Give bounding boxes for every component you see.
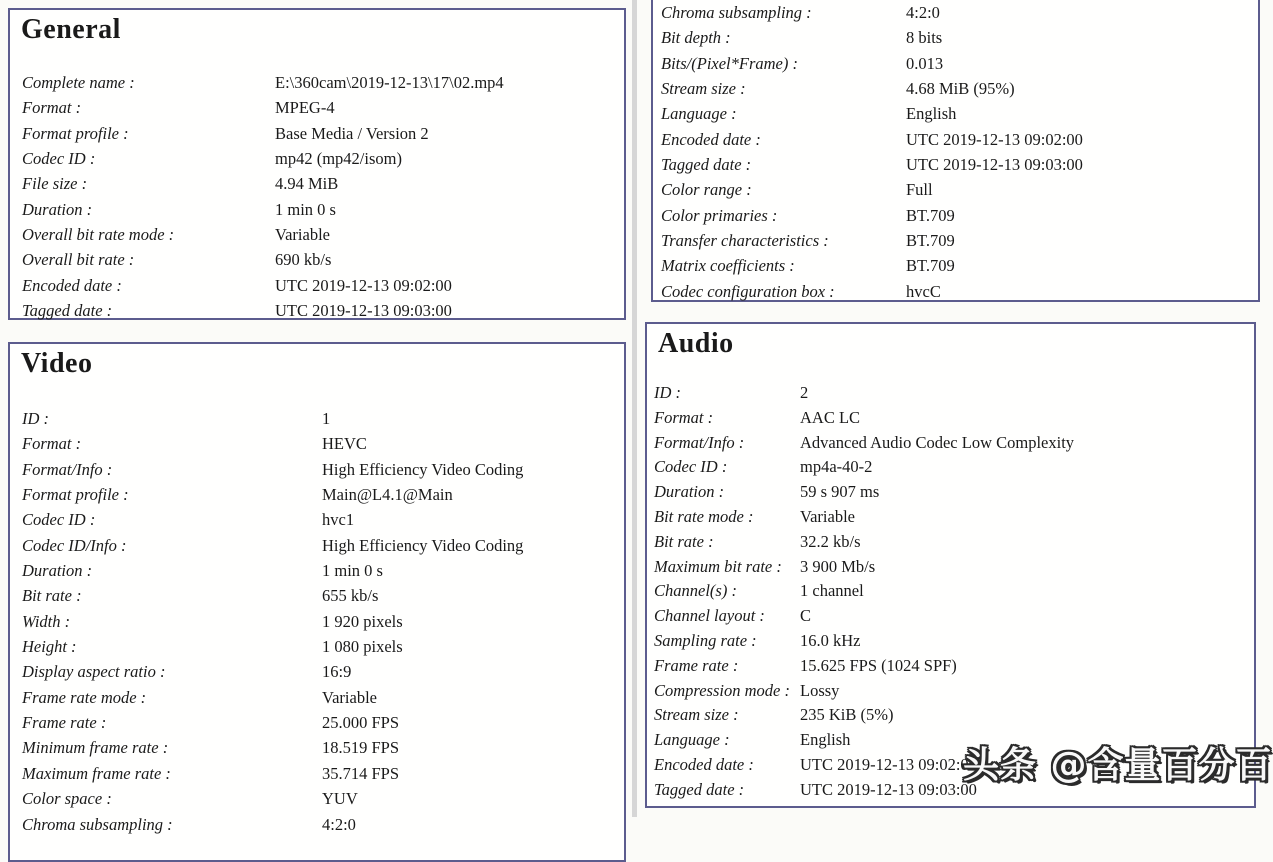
general-section [8,8,626,320]
table-row [654,505,1250,530]
field-label: Format/Info : [22,459,113,479]
field-label: Complete name : [22,73,135,92]
table-row [654,555,1250,580]
table-row [654,654,1250,679]
field-label: Channel(s) : [654,581,737,601]
field-label: Format : [22,98,82,118]
field-value: 1 [322,409,331,428]
field-label: Matrix coefficients : [661,256,795,276]
field-value: 15.625 FPS (1024 SPF) [800,655,957,675]
field-label: Width : [22,611,71,631]
field-value: 8 bits [906,28,943,48]
table-row [22,761,620,786]
field-label: Tagged date : [654,779,745,799]
audio-rows [654,381,1250,803]
table-row [22,609,620,634]
field-value: HEVC [322,434,367,454]
table-row [22,735,620,760]
general-section-title: General [21,14,121,45]
table-row [661,101,1254,126]
table-row [22,558,620,583]
field-value: 1 080 pixels [322,637,403,657]
table-row [22,457,620,482]
field-value: High Efficiency Video Coding [322,459,524,479]
field-label: Encoded date : [22,275,122,295]
table-row [22,634,620,659]
field-value: 1 920 pixels [322,611,403,631]
field-label: Frame rate : [654,655,739,675]
field-value: 16.0 kHz [800,630,861,650]
column-divider [632,0,637,817]
field-value: 4.94 MiB [275,174,339,194]
field-label: Codec configuration box : [661,281,835,301]
table-row [22,685,620,710]
field-value: UTC 2019-12-13 09:02:00 [275,275,452,295]
field-value: BT.709 [906,231,955,251]
field-value: C [800,606,812,626]
field-value: UTC 2019-12-13 09:03:00 [800,779,977,799]
table-row [654,530,1250,555]
field-value: 4:2:0 [906,3,940,22]
field-label: Duration : [654,482,725,502]
video-section [8,342,626,862]
field-value: UTC 2019-12-13 09:02:00 [800,754,977,774]
field-label: Bit rate mode : [654,506,754,526]
audio-section-title: Audio [658,328,734,359]
table-row [661,177,1254,202]
field-label: Format : [22,434,82,454]
field-value: BT.709 [906,256,955,276]
field-value: MPEG-4 [275,98,335,118]
field-label: Duration : [22,199,93,219]
video-continued-rows [661,0,1254,304]
field-label: Format profile : [22,123,129,143]
table-row [22,710,620,735]
field-label: Stream size : [661,79,746,99]
table-row [22,146,620,171]
field-value: mp4a-40-2 [800,457,873,477]
table-row [22,171,620,196]
field-label: Minimum frame rate : [22,738,169,758]
field-label: Format : [654,407,714,427]
field-label: Color primaries : [661,205,778,225]
field-value: UTC 2019-12-13 09:03:00 [906,155,1083,175]
video-section-continued [651,0,1260,302]
field-value: English [906,104,957,124]
table-row [22,583,620,608]
field-label: ID : [22,409,50,428]
field-value: 0.013 [906,53,944,73]
table-row [22,95,620,120]
field-value: 16:9 [322,662,352,682]
field-value: 59 s 907 ms [800,482,880,502]
table-row [654,381,1250,406]
table-row [661,127,1254,152]
field-label: File size : [22,174,88,194]
field-value: BT.709 [906,205,955,225]
field-value: Lossy [800,680,840,700]
field-value: 1 channel [800,581,864,601]
field-value: Variable [800,506,855,526]
general-rows [22,70,620,323]
field-value: E:\360cam\2019-12-13\17\02.mp4 [275,73,504,92]
table-row [661,0,1254,25]
field-value: 3 900 Mb/s [800,556,876,576]
field-label: Encoded date : [661,129,761,149]
table-row [654,480,1250,505]
table-row [22,812,620,837]
field-label: Language : [654,730,730,750]
table-row [654,455,1250,480]
field-value: YUV [322,789,358,809]
field-value: Main@L4.1@Main [322,485,453,505]
field-label: Color space : [22,789,112,809]
table-row [22,70,620,95]
table-row [661,253,1254,278]
field-value: 235 KiB (5%) [800,705,894,725]
table-row [654,703,1250,728]
field-value: Variable [275,225,330,245]
field-label: Color range : [661,180,752,200]
field-value: Variable [322,687,377,707]
table-row [654,679,1250,704]
table-row [22,507,620,532]
field-label: Overall bit rate mode : [22,225,175,245]
field-value: 690 kb/s [275,250,332,270]
table-row [22,786,620,811]
field-label: Bit rate : [22,586,82,606]
video-section-title: Video [21,348,93,379]
table-row [661,51,1254,76]
table-row [22,659,620,684]
field-label: Frame rate : [22,713,107,733]
field-label: Language : [661,104,737,124]
toutiao-watermark: 头条 @含量百分百 [963,745,1273,786]
field-label: ID : [654,383,682,402]
table-row [22,533,620,558]
table-row [661,203,1254,228]
table-row [22,121,620,146]
field-value: High Efficiency Video Coding [322,535,524,555]
field-value: hvc1 [322,510,355,530]
field-label: Height : [22,637,77,657]
field-value: 655 kb/s [322,586,379,606]
table-row [661,279,1254,304]
field-label: Codec ID/Info : [22,535,127,555]
field-value: Full [906,180,933,200]
field-value: 1 min 0 s [275,199,336,219]
field-label: Codec ID : [22,510,96,530]
field-label: Overall bit rate : [22,250,135,270]
field-label: Stream size : [654,705,739,725]
table-row [654,629,1250,654]
field-label: Display aspect ratio : [22,662,166,682]
field-value: 18.519 FPS [322,738,400,758]
field-label: Sampling rate : [654,630,757,650]
table-row [22,197,620,222]
table-row [654,579,1250,604]
field-label: Maximum bit rate : [654,556,782,576]
field-label: Channel layout : [654,606,765,626]
video-rows [22,406,620,837]
table-row [654,431,1250,456]
field-label: Tagged date : [22,301,113,321]
field-value: 4.68 MiB (95%) [906,79,1015,99]
field-value: 1 min 0 s [322,561,383,581]
field-label: Bit rate : [654,531,714,551]
table-row [22,247,620,272]
field-value: English [800,730,851,750]
field-label: Chroma subsampling : [22,814,173,834]
table-row [22,482,620,507]
field-label: Tagged date : [661,155,752,175]
field-label: Transfer characteristics : [661,231,829,251]
field-label: Duration : [22,561,93,581]
table-row [661,152,1254,177]
field-value: UTC 2019-12-13 09:02:00 [906,129,1083,149]
audio-section [645,322,1256,808]
field-label: Encoded date : [654,754,754,774]
field-value: Base Media / Version 2 [275,123,429,143]
field-value: AAC LC [800,407,861,427]
table-row [661,25,1254,50]
field-label: Frame rate mode : [22,687,147,707]
field-value: 32.2 kb/s [800,531,861,551]
table-row [661,228,1254,253]
table-row [22,222,620,247]
field-label: Codec ID : [654,457,728,477]
table-row [22,431,620,456]
table-row [654,604,1250,629]
table-row [22,298,620,323]
field-label: Bit depth : [661,28,731,48]
field-label: Format/Info : [654,432,745,452]
field-label: Format profile : [22,485,129,505]
field-value: Advanced Audio Codec Low Complexity [800,432,1075,452]
field-label: Bits/(Pixel*Frame) : [661,53,798,73]
field-value: UTC 2019-12-13 09:03:00 [275,301,452,321]
table-row [22,273,620,298]
field-label: Compression mode : [654,680,790,700]
field-value: 2 [800,383,809,402]
table-row [22,406,620,431]
field-value: 25.000 FPS [322,713,400,733]
field-value: hvcC [906,281,941,301]
field-label: Chroma subsampling : [661,3,812,22]
field-value: 35.714 FPS [322,763,400,783]
table-row [654,406,1250,431]
table-row [661,76,1254,101]
field-value: 4:2:0 [322,814,356,834]
field-value: mp42 (mp42/isom) [275,149,402,169]
field-label: Codec ID : [22,149,96,169]
field-label: Maximum frame rate : [22,763,171,783]
